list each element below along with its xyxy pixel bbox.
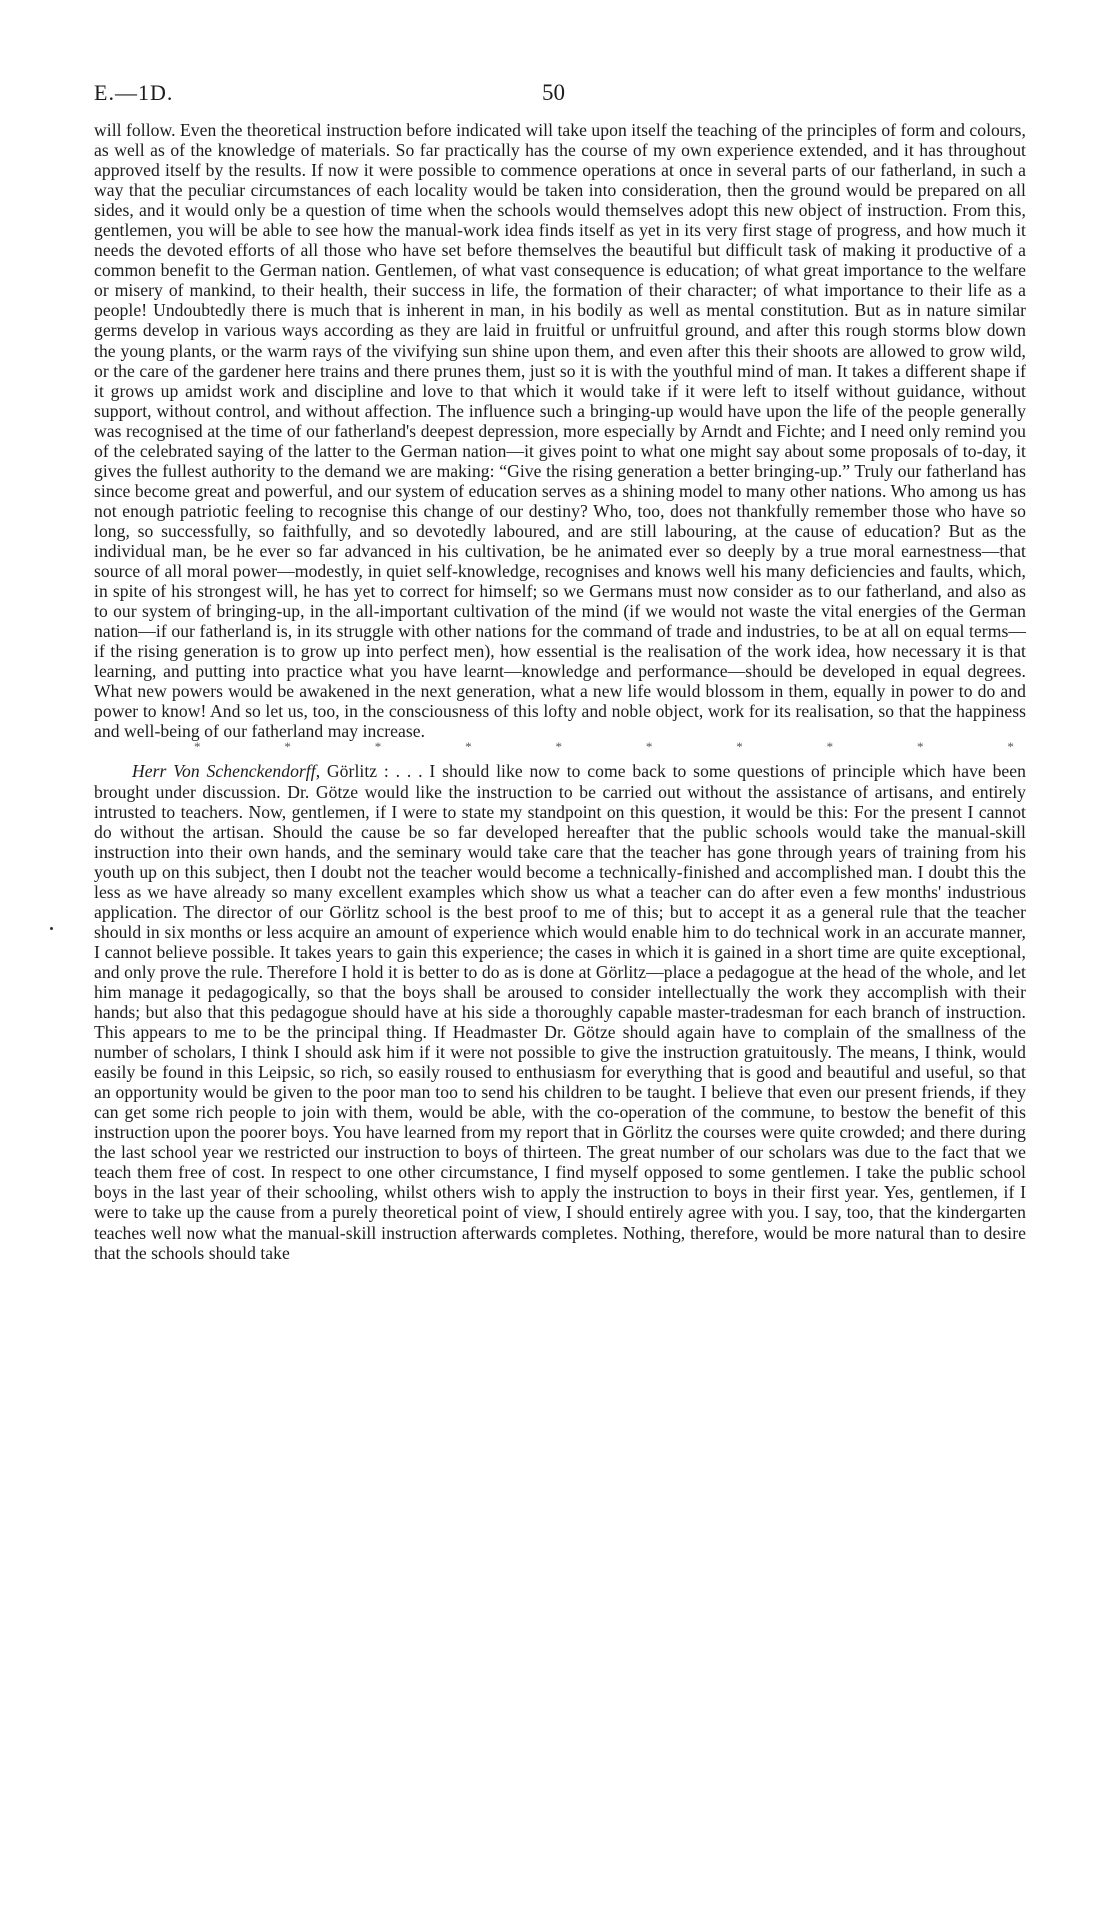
paragraph-2-text: I should like now to come back to some questions of principle which have been brought under discussion. Dr. Götze would like the instruction to be carried out without the assistance of artisans, and entirely intrusted to teachers. Now, gentlemen, if I were to state my standpoint on this question, it would be this: For the present I cannot do without the artisan. Should the cause be so far developed hereafter that the public schools would take the manual-skill instruction into their own hands, and the seminary would take care that the teacher has gone through years of training from his youth up on this subject, then I doubt not the teacher would become a technically-finished and accomplished man. I doubt this the less as we have already so many excellent examples which show us what a teacher can do after even a few months' industrious application. The director of our Görlitz school is the best proof to me of this; but to accept it as a general rule that the teacher should in six months or less acquire an amount of experience which would enable him to do technical work in an accurate manner, I cannot believe possible. It takes years to gain this experience; the cases in which it is gained in a short time are quite exceptional, and only prove the rule. Therefore I hold it is better to do as is done at Görlitz—place a pedagogue at the head of the whole, and let him manage it pedagogically, so that the boys shall be aroused to consider intellectually the work they accomplish with their hands; but also that this pedagogue should have at his side a thoroughly capable master-tradesman for each branch of instruction. This appears to me to be the principal thing. If Headmaster Dr. Götze should again have to complain of the smallness of the number of scholars, I think I should ask him if it were not possible to give the instruction gratuitously. The means, I think, would easily be found in this Leipsic, so rich, so easily roused to enthusiasm for everything that is good and beautiful and useful, so that an opportunity would be given to the poor man too to send his children to be taught. I believe that even our present friends, if they can get some rich people to join with them, would be able, with the co-operation of the commune, to bestow the benefit of this instruction upon the poorer boys. You have learned from my report that in Görlitz the courses were quite crowded; and there during the last school year we restricted our instruction to boys of thirteen. The great number of our scholars was due to the fact that we teach them free of cost. In respect to one other circumstance, I find myself opposed to some gentlemen. I take the public school boys in the last year of their schooling, whilst others wish to apply the instruction to boys in their first year. Yes, gentlemen, if I were to take up the cause from a purely theoretical point of view, I should entirely agree with you. I say, too, that the kindergarten teaches well now what the manual-skill instruction afterwards completes. Nothing, therefore, would be more natural than to desire that the schools should take xyxy=(94,761,1026,1263)
separator-star: * xyxy=(736,739,743,755)
margin-mark xyxy=(50,927,53,930)
paragraph-1: will follow. Even the theoretical instruction before indicated will take upon itself the teaching of the principles of form and colours, as well as of the knowledge of materials. So far practically has the course of my own experience extended, and it has throughout approved itself by the results. If now it were possible to commence operations at once in several parts of our fatherland, in such a way that the peculiar circumstances of each locality would be taken into consideration, then the ground would be prepared on all sides, and it would only be a question of time when the schools would themselves adopt this new object of instruction. From this, gentlemen, you will be able to see how the manual-work idea finds itself as yet in its very first stage of progress, and how much it needs the devoted efforts of all those who have set before themselves the beautiful but difficult task of making it productive of a common benefit to the German nation. Gentlemen, of what vast consequence is education; of what great importance to the welfare or misery of mankind, to their health, their success in life, the formation of their character; of what importance to their life as a people! Undoubtedly there is much that is inherent in man, in his bodily as well as mental constitution. But as in nature similar germs develop in various ways according as they are laid in fruitful or unfruitful ground, and after this rough storms blow down the young plants, or the warm rays of the vivifying sun shine upon them, and even after this their shoots are allowed to grow wild, or the care of the gardener here trains and there prunes them, just so it is with the youthful mind of man. It takes a different shape if it grows up amidst work and discipline and love to that which it would take if it were left to itself without guidance, without support, without control, and without affection. The influence such a bringing-up would have upon the life of the people generally was recognised at the time of our fatherland's deepest depression, more especially by Arndt and Fichte; and I need only remind you of the celebrated saying of the latter to the German nation—it gives point to what one might say about some proposals of to-day, it gives the fullest authority to the demand we are making: “Give the rising generation a better bringing-up.” Truly our fatherland has since become great and powerful, and our system of education serves as a shining model to many other nations. Who among us has not enough patriotic feeling to recognise this change of our destiny? Who, too, does not thankfully remember those who have so long, so successfully, so faithfully, and so devotedly laboured, and are still labouring, at the cause of education? But as the individual man, be he ever so far advanced in his cultivation, be he animated ever so deeply by a true moral earnestness—that source of all moral power—modestly, in quiet self-knowledge, recognises and knows well his many deficiencies and faults, which, in spite of his strongest will, he has yet to correct for himself; so we Germans must now consider as to our fatherland, and also as to our system of bringing-up, in the all-important cultivation of the mind (if we would not waste the vital energies of the German nation—if our fatherland is, in its struggle with other nations for the command of trade and industries, to be at all on equal terms—if the rising generation is to grow up into perfect men), how essential is the realisation of the work idea, how necessary it is that learning, and putting into practice what you have learnt—knowledge and performance—should be developed in equal degrees. What new powers would be awakened in the next generation, what a new life would blossom in them, equally in power to do and power to know! And so let us, too, in the consciousness of this lofty and noble object, work for its realisation, so that the happiness and well-being of our fatherland may increase. xyxy=(94,120,1026,742)
separator-star: * xyxy=(1007,739,1014,755)
separator-star: * xyxy=(555,739,562,755)
separator-star: * xyxy=(645,739,653,755)
separator-star: * xyxy=(194,739,201,755)
separator-star: * xyxy=(465,739,472,755)
separator-star: * xyxy=(284,739,291,755)
page-header xyxy=(94,80,1026,116)
document-page xyxy=(94,80,1026,1263)
speaker-place: , Görlitz : . . . xyxy=(315,761,430,782)
speaker-name: Herr Von Schenckendorff xyxy=(132,761,316,782)
separator-star: * xyxy=(917,739,924,755)
paragraph-2 xyxy=(94,761,1026,1262)
separator-star: * xyxy=(374,739,382,755)
section-separator xyxy=(94,741,1026,757)
document-reference: E.—1D. xyxy=(94,80,174,105)
page-number: 50 xyxy=(542,80,565,105)
separator-star: * xyxy=(826,739,834,755)
